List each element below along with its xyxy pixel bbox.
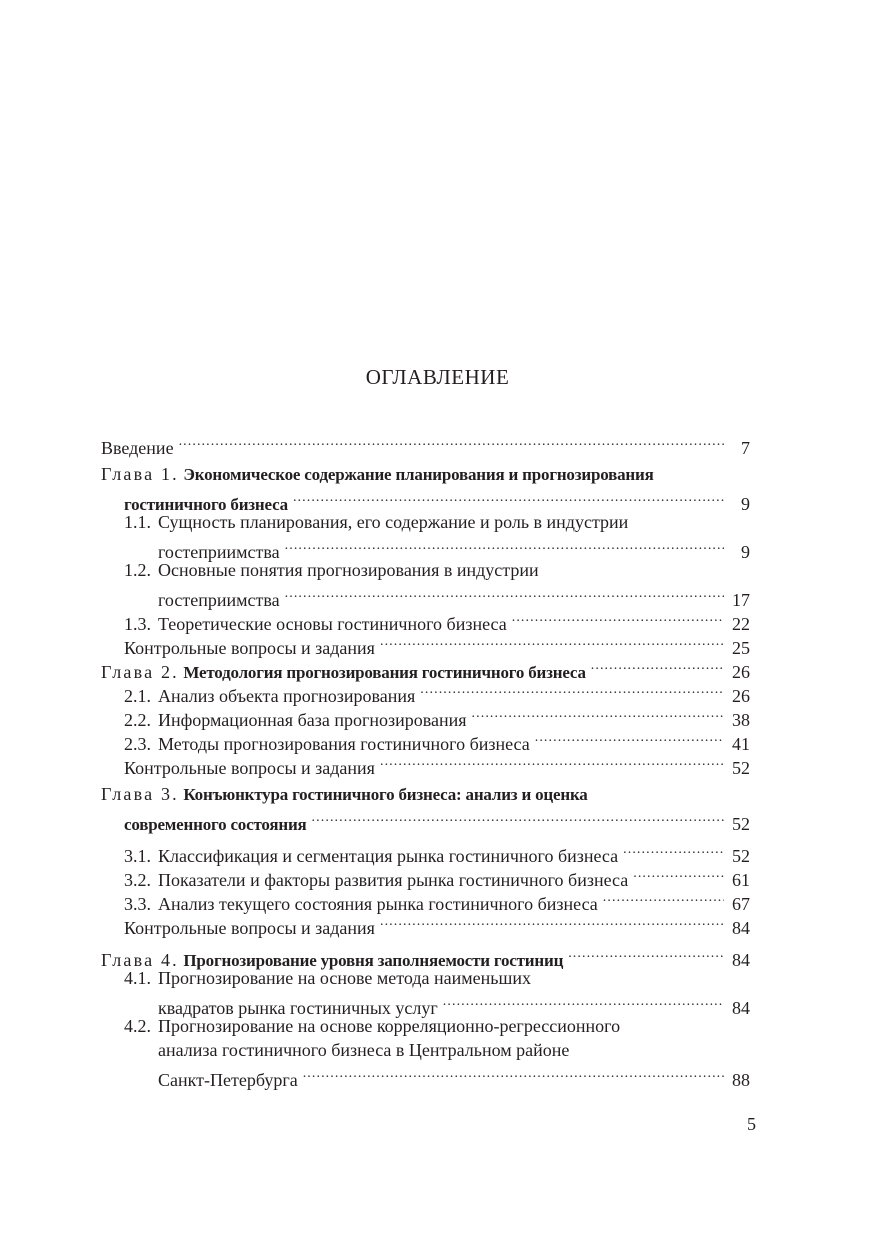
dot-leader [307,806,724,830]
section-number: 4.1. [124,968,151,988]
toc-entry-section-4-1[interactable] [101,966,750,1018]
section-title-continued: гостеприимства [158,542,280,562]
toc-entry-intro[interactable] [101,430,750,458]
section-number: 3.3. [124,894,151,914]
page-ref: 52 [732,846,750,866]
section-title-continued: гостеприимства [158,590,280,610]
page-ref: 38 [732,710,750,730]
page-ref: 25 [732,638,750,658]
section-title: Контрольные вопросы и задания [124,638,375,658]
dot-leader [563,942,724,966]
toc-entry-chapter-3[interactable] [101,782,750,834]
chapter-title-continued: гостиничного бизнеса [124,495,288,514]
page-ref: 17 [732,590,750,610]
dot-leader [280,534,724,558]
chapter-title: Прогнозирование уровня заполняемости гостиниц [183,951,564,970]
dot-leader [375,910,724,934]
page-ref: 88 [732,1070,750,1090]
page-ref: 41 [732,734,750,754]
page-ref: 84 [732,950,750,970]
dot-leader [438,990,724,1014]
dot-leader [507,606,724,630]
dot-leader [467,702,724,726]
page-title: ОГЛАВЛЕНИЕ [365,365,510,389]
section-title-continued: Санкт-Петербурга [158,1070,298,1090]
page-ref: 67 [732,894,750,914]
section-title: Теоретические основы гостиничного бизнеса [158,614,507,634]
chapter-title-continued: современного состояния [124,815,307,834]
chapter-title: Конъюнктура гостиничного бизнеса: анализ и оценка [183,785,588,804]
page-ref: 26 [732,686,750,706]
dot-leader [298,1062,724,1086]
page-ref: 9 [741,494,750,514]
dot-leader [280,582,724,606]
section-number: 1.1. [124,512,151,532]
section-number: 2.1. [124,686,151,706]
dot-leader [598,886,724,910]
toc-entry-section-1-2[interactable] [101,558,750,610]
chapter-label: Глава 4. [101,950,179,970]
table-of-contents [101,430,750,1090]
section-title: Показатели и факторы развития рынка гостиничного бизнеса [158,870,629,890]
section-title: Сущность планирования, его содержание и роль в индустрии [158,512,629,532]
page-ref: 22 [732,614,750,634]
page-ref: 9 [741,542,750,562]
dot-leader [415,678,724,702]
section-title: Прогнозирование на основе корреляционно-регрессионного [158,1016,621,1036]
dot-leader [530,726,724,750]
section-title: Классификация и сегментация рынка гостиничного бизнеса [158,846,619,866]
page-ref: 52 [732,758,750,778]
section-number: 3.2. [124,870,151,890]
dot-leader [375,630,724,654]
section-title: Прогнозирование на основе метода наименьших [158,968,531,988]
entry-title: Введение [101,438,174,458]
dot-leader [174,430,724,454]
section-title: Контрольные вопросы и задания [124,918,375,938]
section-title: Анализ объекта прогнозирования [158,686,416,706]
section-number: 3.1. [124,846,151,866]
section-number: 1.2. [124,560,151,580]
dot-leader [618,838,724,862]
section-number: 2.2. [124,710,151,730]
page-ref: 52 [732,814,750,834]
chapter-label: Глава 1. [101,464,179,484]
chapter-title: Экономическое содержание планирования и прогнозирования [183,465,654,484]
toc-entry-section-4-2[interactable] [101,1014,750,1090]
section-number: 1.3. [124,614,151,634]
page-ref: 84 [732,998,750,1018]
chapter-label: Глава 3. [101,784,179,804]
page-ref: 61 [732,870,750,890]
section-number: 2.3. [124,734,151,754]
section-title-continued: анализа гостиничного бизнеса в Центральном районе [158,1040,570,1060]
section-title: Анализ текущего состояния рынка гостиничного бизнеса [158,894,598,914]
section-title-continued: квадратов рынка гостиничных услуг [158,998,438,1018]
chapter-title: Методология прогнозирования гостиничного бизнеса [183,663,586,682]
section-title: Контрольные вопросы и задания [124,758,375,778]
page-ref: 26 [732,662,750,682]
section-title: Информационная база прогнозирования [158,710,467,730]
toc-entry-section-3-1[interactable] [101,838,750,866]
dot-leader [586,654,724,678]
dot-leader [375,750,724,774]
toc-entry-chapter-4[interactable] [101,942,750,970]
page-ref: 84 [732,918,750,938]
page-number: 5 [747,1114,756,1134]
toc-entry-chapter-1[interactable] [101,462,750,514]
dot-leader [628,862,724,886]
page-ref: 7 [741,438,750,458]
section-title: Основные понятия прогнозирования в индустрии [158,560,539,580]
section-title: Методы прогнозирования гостиничного бизнеса [158,734,530,754]
section-number: 4.2. [124,1016,151,1036]
chapter-label: Глава 2. [101,662,179,682]
dot-leader [288,486,724,510]
toc-entry-section-1-1[interactable] [101,510,750,562]
